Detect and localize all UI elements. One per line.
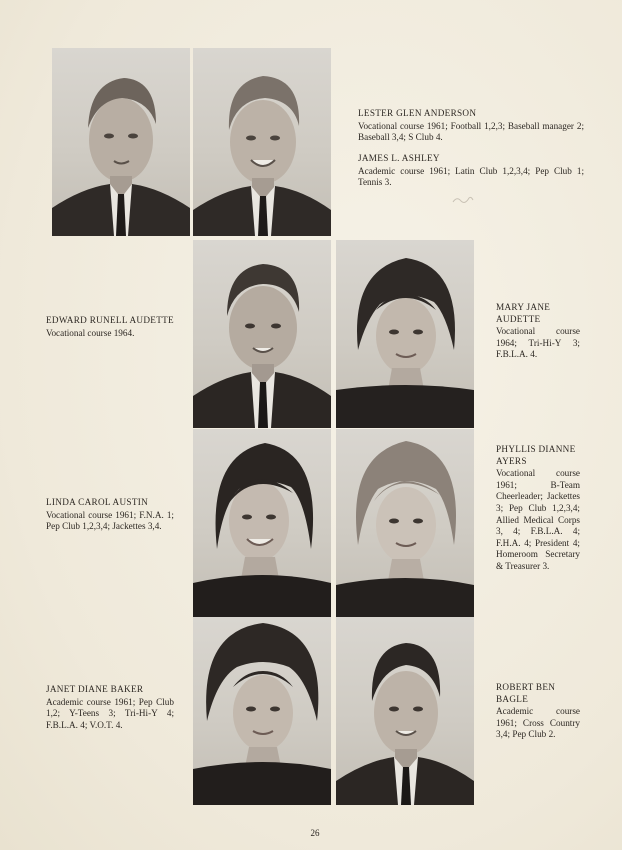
- portrait-photo: [193, 48, 331, 236]
- student-caption: [358, 108, 584, 144]
- portrait-photo: [193, 429, 331, 617]
- student-caption: [358, 153, 584, 189]
- student-activities: Academic course 1961; Latin Club 1,2,3,4; Pep Club 1; Tennis 3.: [358, 165, 584, 188]
- student-activities: Vocational course 1961; B-Team Cheerleader; Jackettes 3; Pep Club 1,2,3,4; Allied Medical Corps 3, 4; F.B.L.A. 4; F.H.A. 4; President 4; Homeroom Secretary & Treasurer 3.: [496, 468, 580, 571]
- pencil-mark: [451, 194, 475, 206]
- portrait-photo: [336, 617, 474, 805]
- student-name: EDWARD RUNELL AUDETTE: [46, 315, 174, 325]
- student-caption: [46, 684, 174, 731]
- portrait-photo: [336, 240, 474, 428]
- student-name: JAMES L. ASHLEY: [358, 153, 440, 163]
- page-number: 26: [310, 828, 320, 838]
- male-portrait-image: [336, 617, 474, 805]
- student-caption: [46, 315, 174, 339]
- student-name: LESTER GLEN ANDERSON: [358, 108, 477, 118]
- female-portrait-image: [193, 617, 331, 805]
- portrait-photo: [336, 429, 474, 617]
- student-caption: [496, 444, 580, 573]
- portrait-photo: [193, 240, 331, 428]
- portrait-photo: [193, 617, 331, 805]
- student-caption: [496, 302, 580, 361]
- student-activities: Vocational course 1964; Tri-Hi-Y 3; F.B.L.A. 4.: [496, 326, 580, 360]
- student-activities: Academic course 1961; Cross Country 3,4; Pep Club 2.: [496, 706, 580, 740]
- student-activities: Vocational course 1961; Football 1,2,3; Baseball manager 2; Baseball 3,4; S Club 4.: [358, 120, 584, 143]
- male-portrait-image: [52, 48, 190, 236]
- student-caption: [46, 497, 174, 533]
- student-name: PHYLLIS DIANNE AYERS: [496, 444, 576, 466]
- student-name: LINDA CAROL AUSTIN: [46, 497, 149, 507]
- male-portrait-image: [193, 48, 331, 236]
- portrait-photo: [52, 48, 190, 236]
- student-name: ROBERT BEN BAGLE: [496, 682, 556, 704]
- student-name: JANET DIANE BAKER: [46, 684, 144, 694]
- female-portrait-image: [193, 429, 331, 617]
- male-portrait-image: [193, 240, 331, 428]
- female-portrait-image: [336, 240, 474, 428]
- student-activities: Vocational course 1961; F.N.A. 1; Pep Club 1,2,3,4; Jackettes 3,4.: [46, 509, 174, 532]
- student-activities: Academic course 1961; Pep Club 1,2; Y-Teens 3; Tri-Hi-Y 4; F.B.L.A. 4; V.O.T. 4.: [46, 696, 174, 730]
- female-portrait-image: [336, 429, 474, 617]
- student-activities: Vocational course 1964.: [46, 327, 135, 338]
- student-name: MARY JANE AUDETTE: [496, 302, 551, 324]
- student-caption: [496, 682, 580, 741]
